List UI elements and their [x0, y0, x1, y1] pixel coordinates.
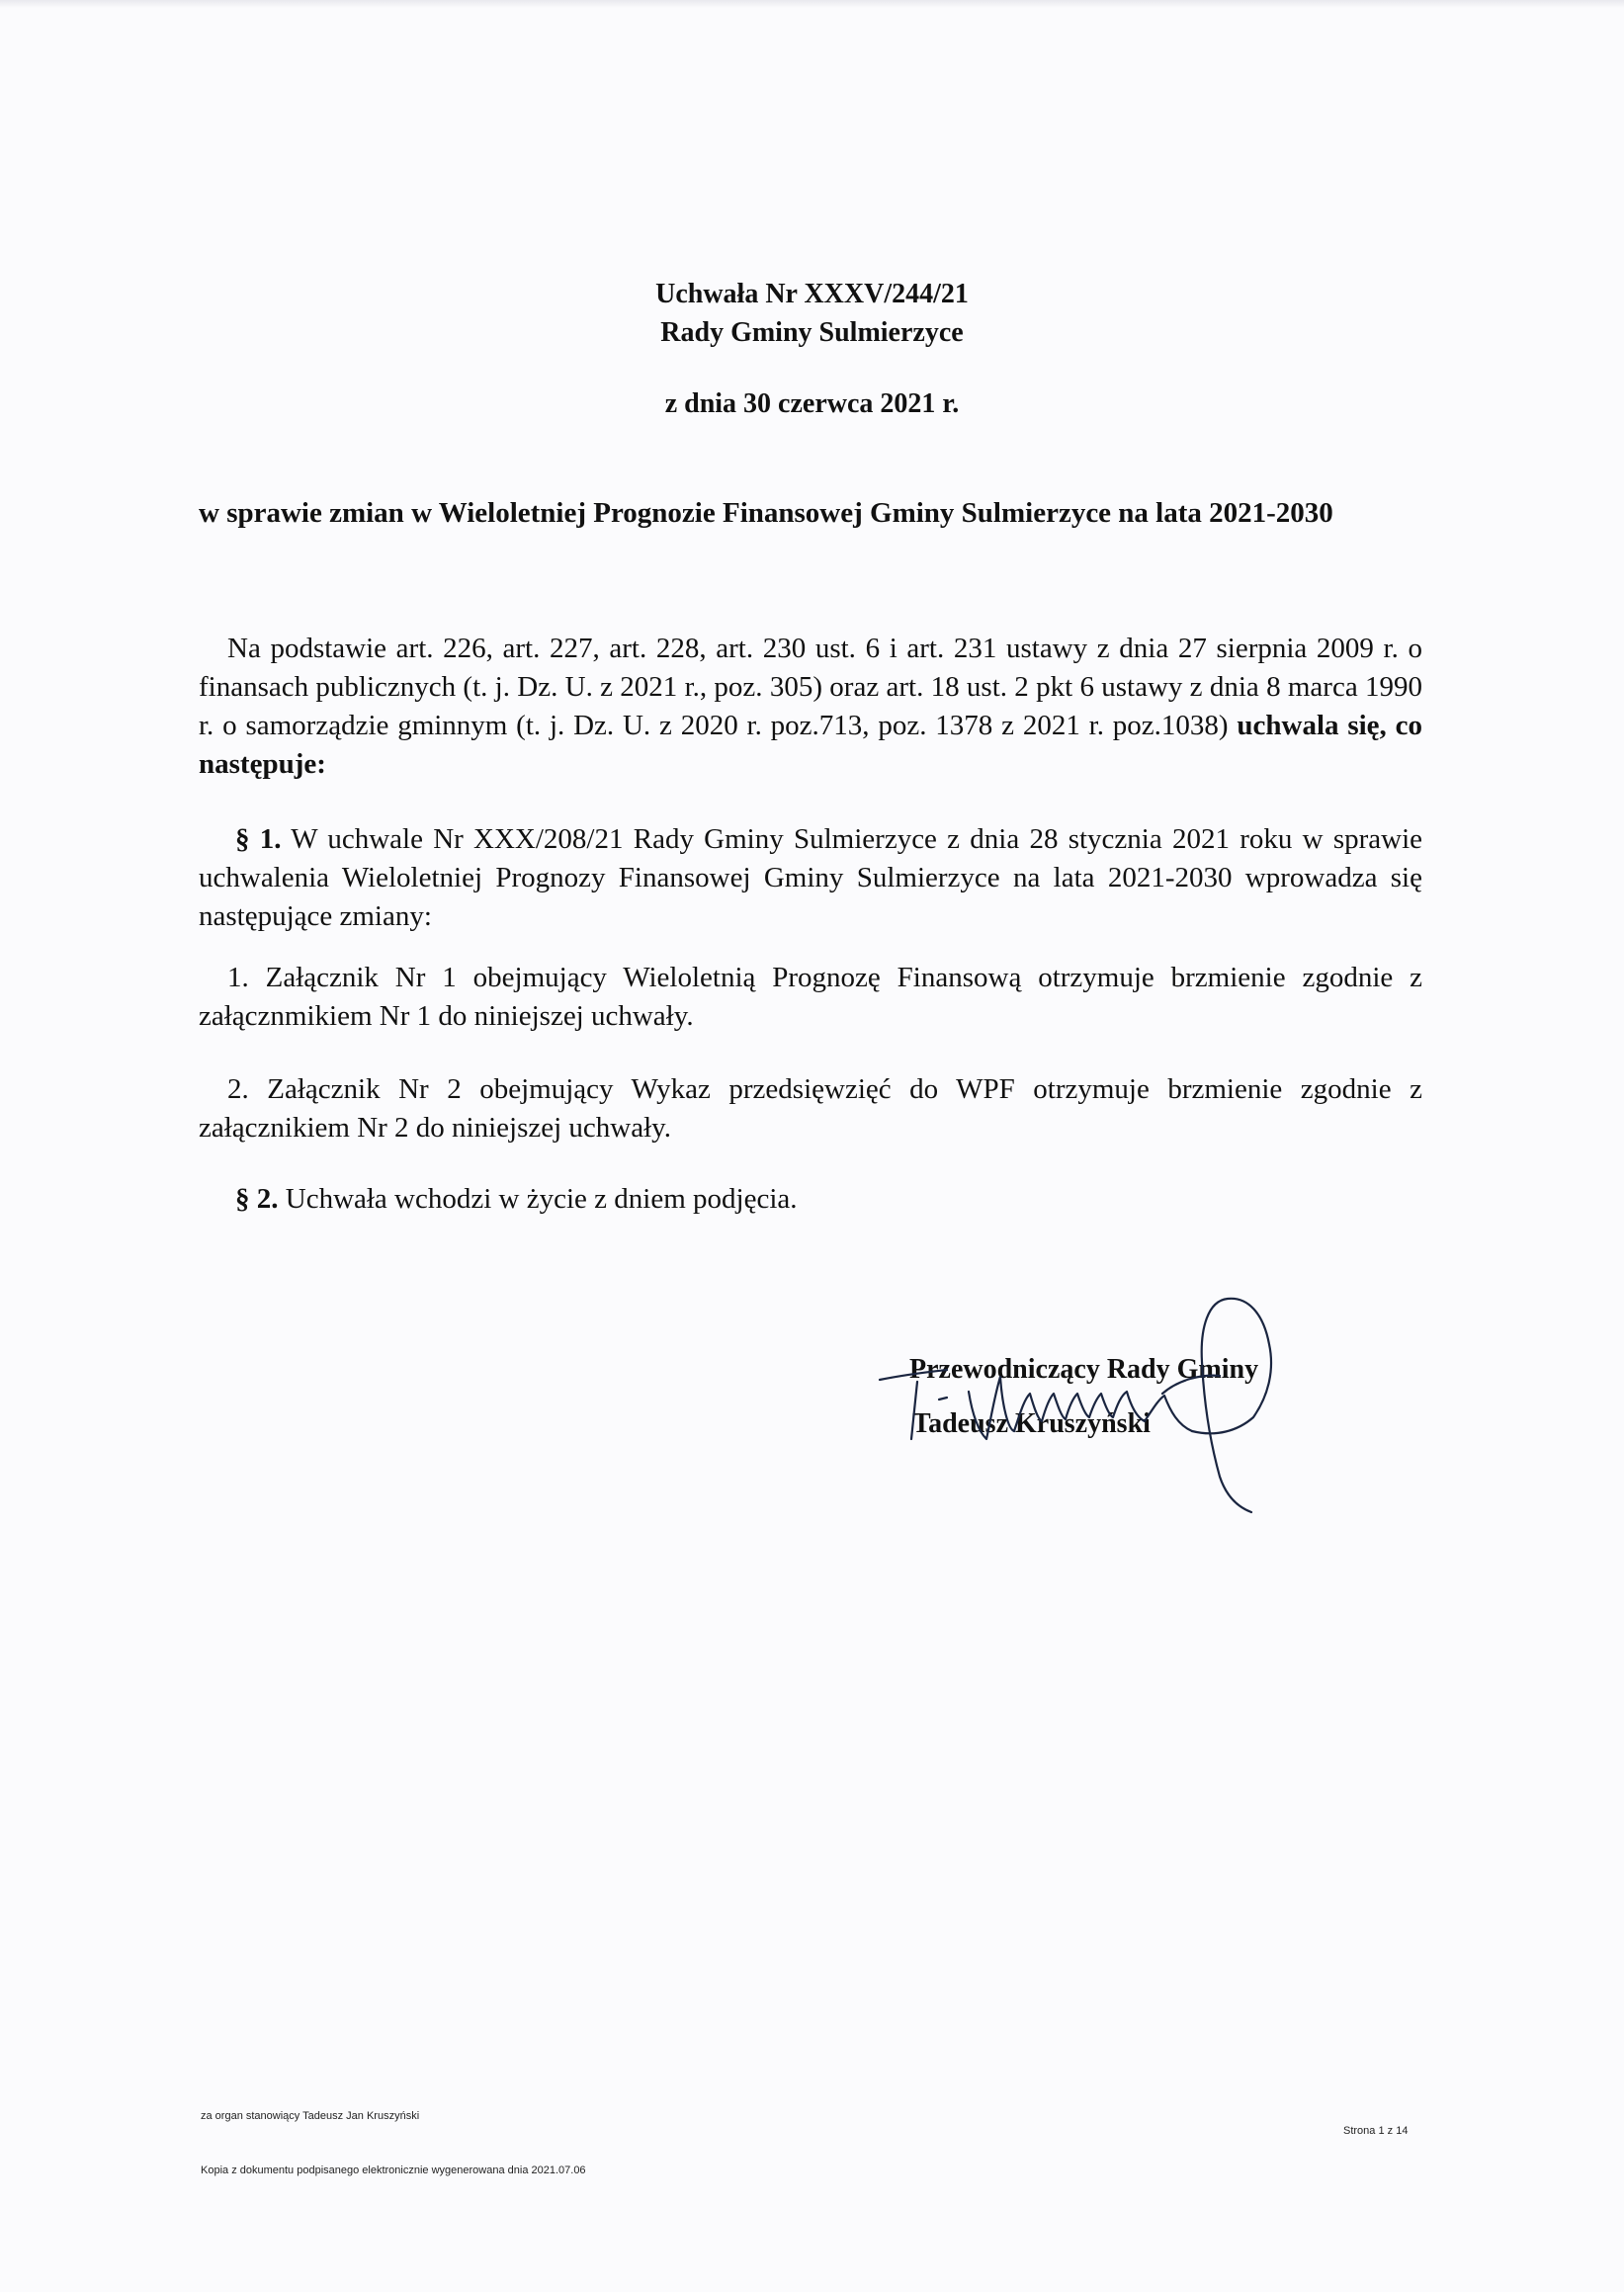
footer-copy-note: Kopia z dokumentu podpisanego elektronicznie wygenerowana dnia 2021.07.06: [201, 2165, 586, 2176]
amendment-item-2: 2. Załącznik Nr 2 obejmujący Wykaz przedsięwzięć do WPF otrzymuje brzmienie zgodnie z załącznikiem Nr 2 do niniejszej uchwały.: [199, 1073, 1422, 1144]
resolution-subject: w sprawie zmian w Wieloletniej Prognozie Finansowej Gminy Sulmierzyce na lata 2021-2030: [199, 497, 1333, 529]
paragraph-2-marker: § 2.: [235, 1183, 279, 1215]
footer-signer-note: za organ stanowiący Tadeusz Jan Kruszyński: [201, 2110, 420, 2122]
signature-name: Tadeusz Kruszyński: [912, 1408, 1151, 1439]
paragraph-1: [199, 820, 1422, 936]
legal-basis-resolves: uchwala się, co następuje:: [199, 710, 1423, 780]
footer-page-number: Strona 1 z 14: [1343, 2125, 1409, 2137]
scan-edge: [0, 0, 1624, 8]
resolution-date: z dnia 30 czerwca 2021 r.: [664, 388, 960, 419]
paragraph-2: [199, 1180, 1422, 1219]
document-header: [0, 275, 1624, 423]
signature-block: [909, 1342, 1384, 1451]
resolution-title: Uchwała Nr XXXV/244/21: [655, 279, 969, 309]
paragraph-1-marker: § 1.: [235, 823, 282, 855]
amendment-item-1: 1. Załącznik Nr 1 obejmujący Wieloletnią Prognozę Finansową otrzymuje brzmienie zgodnie z załącznmikiem Nr 1 do niniejszej uchwały.: [199, 962, 1422, 1032]
paragraph-1-text: W uchwale Nr XXX/208/21 Rady Gminy Sulmierzyce z dnia 28 stycznia 2021 roku w sprawie uchwalenia Wieloletniej Prognozy Finansowej Gminy Sulmierzyce na lata 2021-2030 wprowadza się następujące zmiany:: [199, 823, 1423, 932]
resolution-issuer: Rady Gminy Sulmierzyce: [660, 317, 964, 348]
signature-role: Przewodniczący Rady Gminy: [909, 1354, 1259, 1385]
paragraph-2-text: Uchwała wchodzi w życie z dniem podjęcia.: [285, 1183, 798, 1215]
legal-basis-text: Na podstawie art. 226, art. 227, art. 228, art. 230 ust. 6 i art. 231 ustawy z dnia 27 sierpnia 2009 r. o finansach publicznych (t. j. Dz. U. z 2021 r., poz. 305) oraz art. 18 ust. 2 pkt 6 ustawy z dnia 8 marca 1990 r. o samorządzie gminnym (t. j. Dz. U. z 2020 r. poz.713, poz. 1378 z 2021 r. poz.1038): [199, 633, 1422, 741]
legal-basis: [199, 630, 1422, 784]
